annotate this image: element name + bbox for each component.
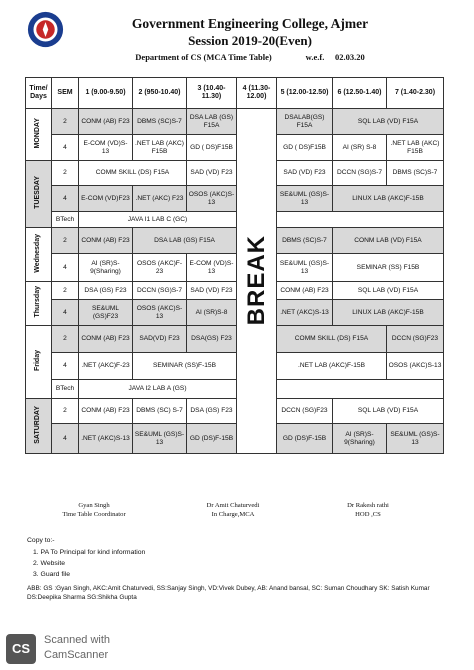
slot-cell: OSOS (AKC)S-13 — [133, 300, 187, 326]
slot-cell: CONM LAB (VD) F15A — [333, 228, 444, 254]
break-label: BREAK — [242, 234, 270, 325]
slot-cell: CONM (AB) F23 — [79, 399, 133, 424]
slot-cell: AI (SR)S-9(Sharing) — [79, 254, 133, 282]
day-cell-thursday — [26, 282, 52, 326]
slot-cell: SEMINAR (SS)F-15B — [133, 353, 237, 380]
signatory-name: Dr Amit Chaturvedi — [206, 502, 260, 509]
slot-cell: SE&UML (GS)S-13 — [387, 424, 444, 454]
slot-cell: LINUX LAB (AKC)F-15B — [333, 300, 444, 326]
slot-cell: DSA LAB (GS) F15A — [133, 228, 237, 254]
empty-cell — [277, 380, 444, 399]
slot-cell: CONM (AB) F23 — [79, 109, 133, 135]
copy-item: 1. PA To Principal for kind information — [33, 549, 146, 556]
sem-cell: 2 — [52, 228, 79, 254]
slot-cell: .NET (AKC)F-23 — [79, 353, 133, 380]
slot-cell: GD ( DS)F15B — [277, 135, 333, 161]
slot-cell: DSA(GS) F23 — [187, 326, 237, 353]
sem-cell: 2 — [52, 109, 79, 135]
copy-to-heading: Copy to:- — [27, 537, 55, 544]
wef-label: w.e.f. — [305, 52, 325, 62]
slot-cell: DCCN (SG)S-7 — [333, 161, 387, 186]
day-label: Friday — [34, 350, 42, 372]
table-row — [26, 135, 444, 161]
wef-date: 02.03.20 — [334, 52, 365, 62]
abbreviations: ABB: GS :Gyan Singh, AKC:Amit Chaturvedi, SS:Sanjay Singh, VD:Vivek Dubey, AB: Anand bansal, SC: Suman Choudhary SK: Satish Kumar DS:Deepika Sharma SG:Shikha Gupta — [27, 585, 430, 601]
table-row — [26, 300, 444, 326]
slot-cell: COMM SKILL (DS) F15A — [79, 161, 187, 186]
slot-cell: SAD (VD) F23 — [187, 161, 237, 186]
slot-cell: E-COM (VD)S-13 — [79, 135, 133, 161]
slot-cell: DBMS (SC)S-7 — [387, 161, 444, 186]
slot-cell: E-COM (VD)F23 — [79, 186, 133, 212]
signature-coordinator — [38, 502, 150, 520]
table-row — [26, 254, 444, 282]
slot-cell: AI (SR)S-8 — [187, 300, 237, 326]
slot-cell: CONM (AB) F23 — [79, 326, 133, 353]
sem-cell: 2 — [52, 282, 79, 300]
day-label: TUESDAY — [34, 176, 42, 210]
table-row — [26, 228, 444, 254]
slot-cell: .NET LAB (AKC) F15B — [387, 135, 444, 161]
slot-cell: SAD(VD) F23 — [133, 326, 187, 353]
slot-cell: DBMS (SC) S-7 — [133, 399, 187, 424]
sem-cell: 2 — [52, 399, 79, 424]
table-row — [26, 424, 444, 454]
slot-cell: JAVA I2 LAB A (GS) — [79, 380, 237, 399]
slot-cell: .NET LAB (AKC)F-15B — [277, 353, 387, 380]
slot-cell: DCCN (SG)F23 — [277, 399, 333, 424]
session-title: Session 2019-20(Even) — [188, 33, 312, 48]
sem-cell: BTech — [52, 212, 79, 228]
signatory-role: In Charge,MCA — [211, 510, 255, 518]
slot-cell: AI (SR) S-8 — [333, 135, 387, 161]
slot-cell: LINUX LAB (AKC)F-15B — [333, 186, 444, 212]
college-logo — [27, 11, 64, 48]
table-row — [26, 109, 444, 135]
period-2-header: 2 (950-10.40) — [133, 78, 187, 109]
slot-cell: CONM (AB) F23 — [277, 282, 333, 300]
slot-cell: GD ( DS)F15B — [187, 135, 237, 161]
timetable — [25, 77, 444, 454]
slot-cell: DCCN (SG)S-7 — [133, 282, 187, 300]
slot-cell: SE&UML (GS)S-13 — [133, 424, 187, 454]
break-cell — [237, 109, 277, 454]
slot-cell: DCCN (SG)F23 — [387, 326, 444, 353]
slot-cell: .NET (AKC) F23 — [133, 186, 187, 212]
sem-cell: 4 — [52, 135, 79, 161]
period-5-header: 5 (12.00-12.50) — [277, 78, 333, 109]
empty-cell — [277, 212, 444, 228]
slot-cell: GD (DS)F-15B — [277, 424, 333, 454]
slot-cell: DSA (GS) F23 — [79, 282, 133, 300]
slot-cell: SQL LAB (VD) F15A — [333, 109, 444, 135]
department-name: Department of CS (MCA Time Table) — [135, 52, 272, 62]
slot-cell: CONM (AB) F23 — [79, 228, 133, 254]
table-row — [26, 380, 444, 399]
day-cell-tuesday — [26, 161, 52, 228]
sem-cell: 4 — [52, 300, 79, 326]
signatory-name: Dr Rakesh rathi — [347, 502, 389, 509]
day-cell-saturday — [26, 399, 52, 454]
slot-cell: DBMS (SC)S-7 — [277, 228, 333, 254]
period-1-header: 1 (9.00-9.50) — [79, 78, 133, 109]
day-label: MONDAY — [34, 117, 42, 149]
table-row — [26, 326, 444, 353]
sem-cell: 2 — [52, 326, 79, 353]
day-label: Thursday — [34, 286, 42, 318]
college-name: Government Engineering College, Ajmer — [131, 16, 369, 31]
signatory-name: Gyan Singh — [78, 502, 110, 509]
table-row — [26, 212, 444, 228]
slot-cell: DSA LAB (GS) F15A — [187, 109, 237, 135]
slot-cell: .NET (AKC)S-13 — [277, 300, 333, 326]
slot-cell: DSALAB(GS) F15A — [277, 109, 333, 135]
day-cell-friday — [26, 326, 52, 399]
table-row — [26, 353, 444, 380]
signatory-role: HOD ,CS — [355, 510, 381, 518]
signature-hod — [318, 502, 418, 520]
period-3-header: 3 (10.40-11.30) — [187, 78, 237, 109]
slot-cell: SAD (VD) F23 — [277, 161, 333, 186]
slot-cell: DSA (GS) F23 — [187, 399, 237, 424]
sem-header: SEM — [52, 78, 79, 109]
slot-cell: SEMINAR (SS) F15B — [333, 254, 444, 282]
day-label: SATURDAY — [34, 405, 42, 444]
sem-cell: 4 — [52, 254, 79, 282]
slot-cell: COMM SKILL (DS) F15A — [277, 326, 387, 353]
day-cell-monday — [26, 109, 52, 161]
signatory-role: Time Table Coordinator — [62, 510, 126, 518]
slot-cell: SE&UML (GS)S-13 — [277, 186, 333, 212]
slot-cell: GD (DS)F-15B — [187, 424, 237, 454]
period-7-header: 7 (1.40-2.30) — [387, 78, 444, 109]
camscanner-logo: CS — [6, 634, 36, 664]
signature-incharge — [178, 502, 288, 520]
table-row — [26, 282, 444, 300]
table-row — [26, 186, 444, 212]
table-row — [26, 161, 444, 186]
day-label: Wednesday — [34, 233, 42, 273]
period-4-header: 4 (11.30-12.00) — [237, 78, 277, 109]
sem-cell: 2 — [52, 161, 79, 186]
scanner-line-2: CamScanner — [44, 649, 109, 661]
slot-cell: OSOS (AKC)S-13 — [387, 353, 444, 380]
sem-cell: 4 — [52, 353, 79, 380]
period-6-header: 6 (12.50-1.40) — [333, 78, 387, 109]
slot-cell: AI (SR)S-9(Sharing) — [333, 424, 387, 454]
slot-cell: SE&UML (GS)S-13 — [277, 254, 333, 282]
department-line — [80, 52, 420, 62]
slot-cell: E-COM (VD)S-13 — [187, 254, 237, 282]
slot-cell: OSOS (AKC)F-23 — [133, 254, 187, 282]
timedays-header: Time/ Days — [26, 78, 52, 109]
table-row — [26, 399, 444, 424]
slot-cell: SE&UML (GS)F23 — [79, 300, 133, 326]
slot-cell: DBMS (SC)S-7 — [133, 109, 187, 135]
slot-cell: SQL LAB (VD) F15A — [333, 282, 444, 300]
slot-cell: .NET LAB (AKC) F15B — [133, 135, 187, 161]
slot-cell: JAVA I1 LAB C (GC) — [79, 212, 237, 228]
day-cell-wednesday — [26, 228, 52, 282]
sem-cell: 4 — [52, 186, 79, 212]
header-row — [26, 78, 444, 109]
sem-cell: 4 — [52, 424, 79, 454]
slot-cell: OSOS (AKC)S-13 — [187, 186, 237, 212]
copy-item: 2. Website — [33, 560, 65, 567]
sem-cell: BTech — [52, 380, 79, 399]
copy-item: 3. Guard file — [33, 571, 71, 578]
scanner-line-1: Scanned with — [44, 634, 111, 646]
slot-cell: SQL LAB (VD) F15A — [333, 399, 444, 424]
slot-cell: SAD (VD) F23 — [187, 282, 237, 300]
slot-cell: .NET (AKC)S-13 — [79, 424, 133, 454]
